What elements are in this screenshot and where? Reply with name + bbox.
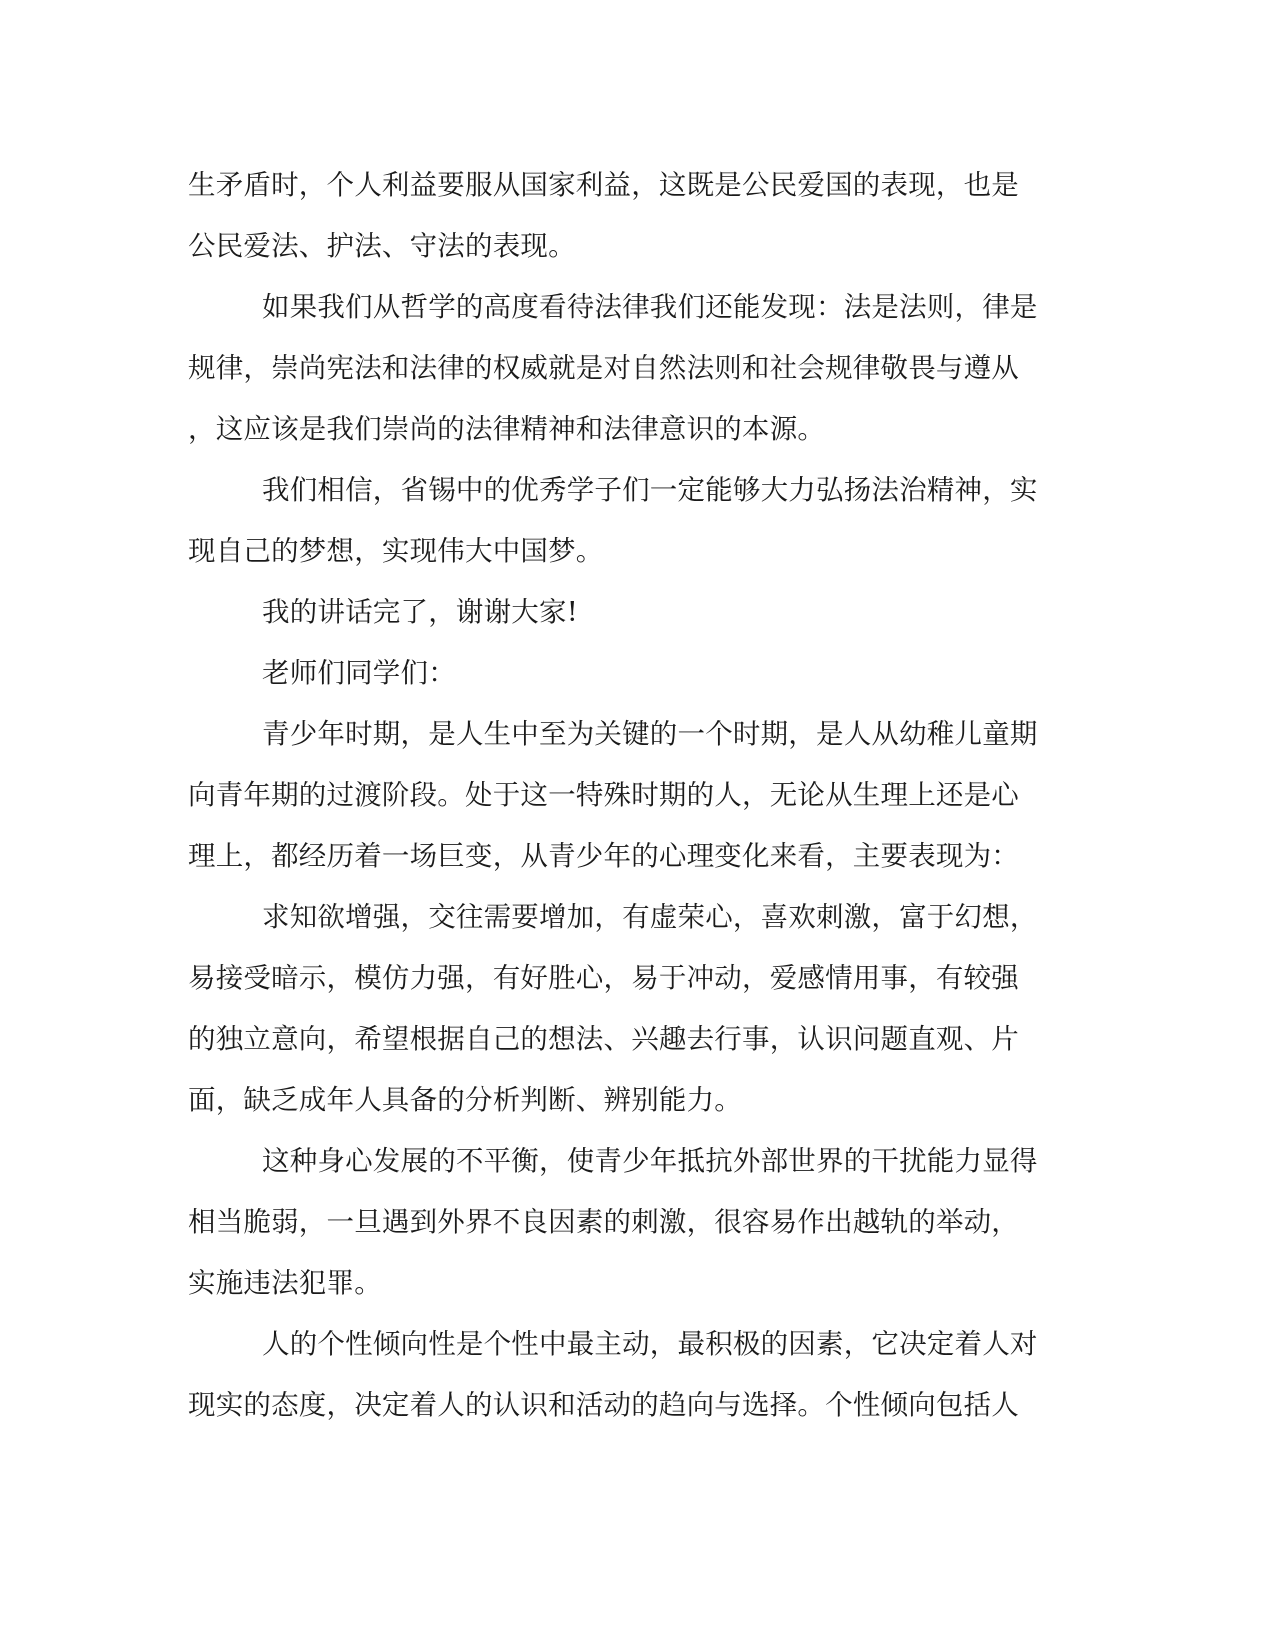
text-line: 这种身心发展的不平衡，使青少年抵抗外部世界的干扰能力显得 xyxy=(262,1145,1038,1177)
text-line: 老师们同学们： xyxy=(262,657,456,689)
text-line: 求知欲增强，交往需要增加，有虚荣心，喜欢刺激，富于幻想， xyxy=(262,901,1038,933)
text-line: 现实的态度，决定着人的认识和活动的趋向与选择。个性倾向包括人 xyxy=(188,1389,1019,1421)
text-line: 青少年时期，是人生中至为关键的一个时期，是人从幼稚儿童期 xyxy=(262,718,1038,750)
text-line: 现自己的梦想，实现伟大中国梦。 xyxy=(188,535,604,567)
text-line: 规律，崇尚宪法和法律的权威就是对自然法则和社会规律敬畏与遵从 xyxy=(188,352,1019,384)
text-line: 面，缺乏成年人具备的分析判断、辨别能力。 xyxy=(188,1084,742,1116)
text-line: 易接受暗示，模仿力强，有好胜心，易于冲动，爱感情用事，有较强 xyxy=(188,962,1019,994)
text-line: 生矛盾时，个人利益要服从国家利益，这既是公民爱国的表现，也是 xyxy=(188,169,1019,201)
text-line: 我的讲话完了，谢谢大家! xyxy=(262,596,578,628)
text-line: 实施违法犯罪。 xyxy=(188,1267,382,1299)
text-line: 理上，都经历着一场巨变，从青少年的心理变化来看，主要表现为： xyxy=(188,840,1019,872)
text-line: 的独立意向，希望根据自己的想法、兴趣去行事，认识问题直观、片 xyxy=(188,1023,1019,1055)
text-line: ，这应该是我们崇尚的法律精神和法律意识的本源。 xyxy=(188,413,826,445)
text-line: 相当脆弱，一旦遇到外界不良因素的刺激，很容易作出越轨的举动， xyxy=(188,1206,1019,1238)
text-line: 我们相信，省锡中的优秀学子们一定能够大力弘扬法治精神，实 xyxy=(262,474,1038,506)
text-line: 公民爱法、护法、守法的表现。 xyxy=(188,230,576,262)
text-line: 向青年期的过渡阶段。处于这一特殊时期的人，无论从生理上还是心 xyxy=(188,779,1019,811)
text-line: 人的个性倾向性是个性中最主动，最积极的因素，它决定着人对 xyxy=(262,1328,1038,1360)
text-line: 如果我们从哲学的高度看待法律我们还能发现：法是法则，律是 xyxy=(262,291,1038,323)
